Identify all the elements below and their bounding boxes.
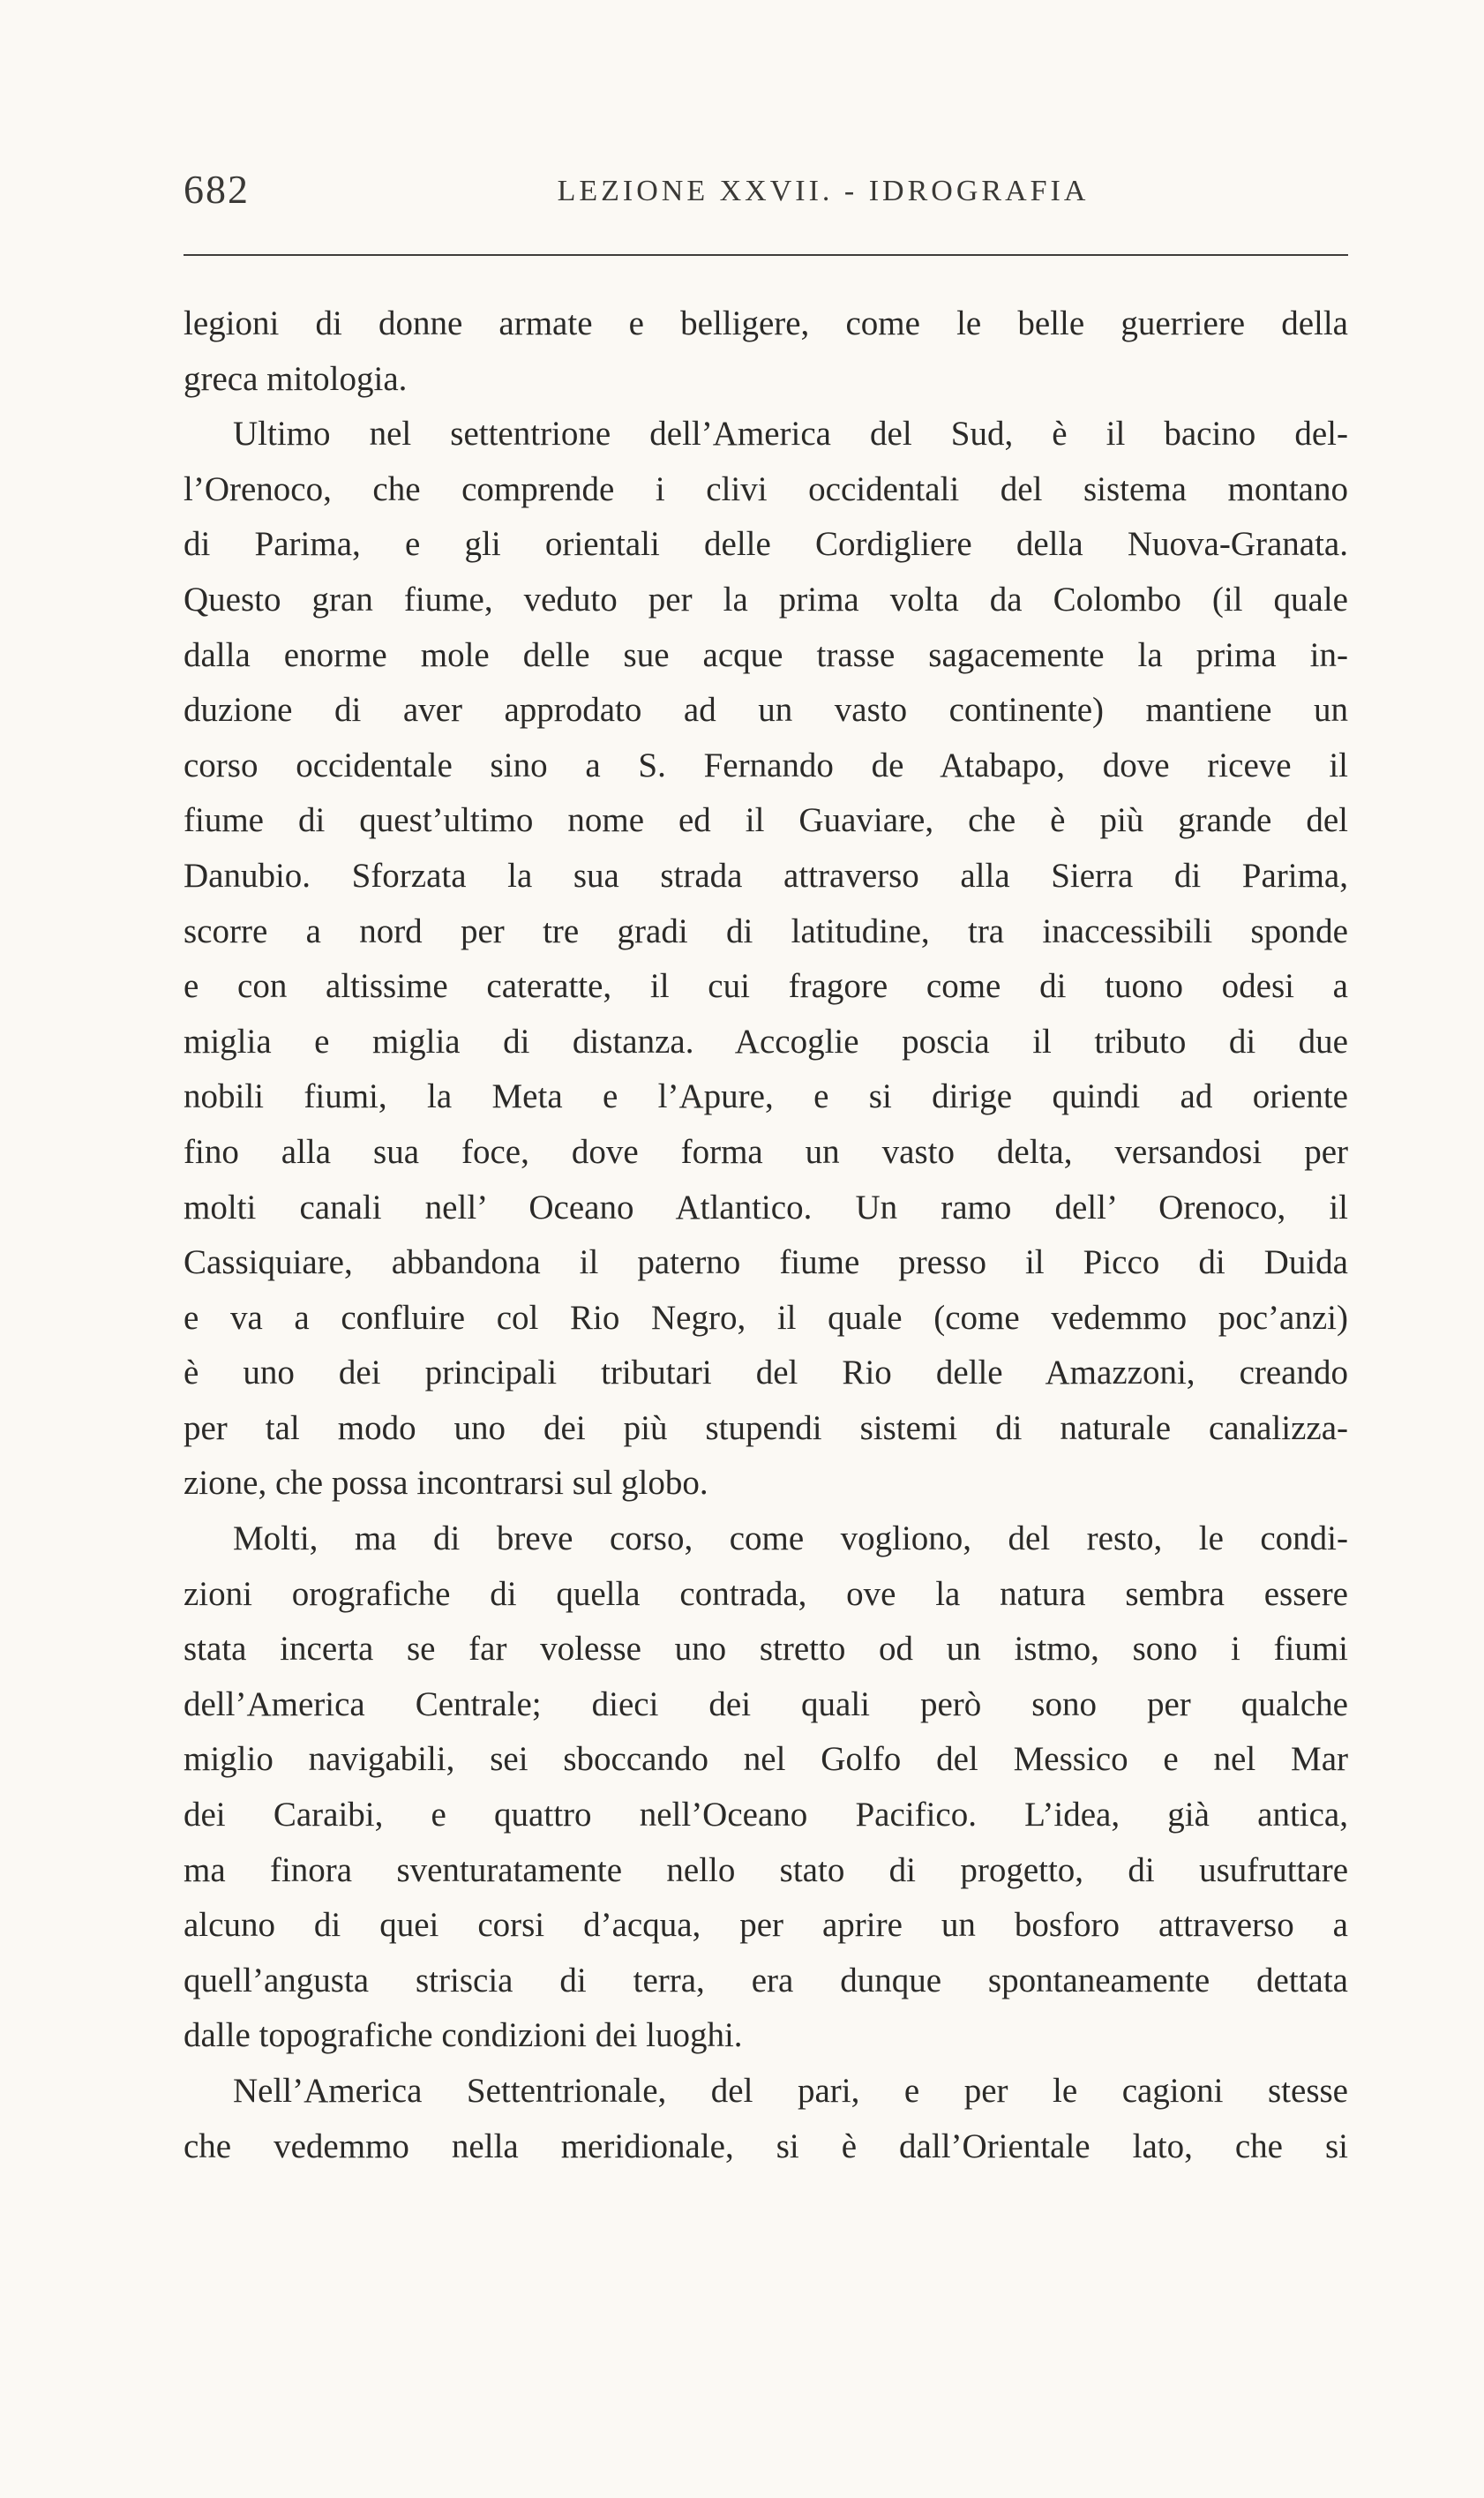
text-line: e con altissime cateratte, il cui fragore come di tuono odesi a [184,967,1348,1006]
text-line: duzione di aver approdato ad un vasto continente) mantiene un [184,691,1348,730]
text-line: scorre a nord per tre gradi di latitudine, tra inaccessibili sponde [184,911,1348,950]
text-line: l’Orenoco, che comprende i clivi occidentali del sistema montano [184,469,1348,508]
text-line: Cassiquiare, abbandona il paterno fiume presso il Picco di Duida [184,1243,1348,1282]
paragraph-3 [184,1512,1348,2064]
text-line: corso occidentale sino a S. Fernando de Atabapo, dove riceve il [184,746,1348,784]
text-line: fino alla sua foce, dove forma un vasto delta, versandosi per [184,1132,1348,1171]
text-line: e va a confluire col Rio Negro, il quale (come vedemmo poc’anzi) [184,1298,1348,1337]
text-line: ma finora sventuratamente nello stato di progetto, di usufruttare [184,1850,1348,1889]
text-line: legioni di donne armate e belligere, come le belle guerriere della [184,304,1348,342]
text-line: Danubio. Sforzata la sua strada attraverso alla Sierra di Parima, [184,856,1348,895]
text-line: dalle topografiche condizioni dei luoghi. [184,2016,743,2055]
text-line: fiume di quest’ultimo nome ed il Guaviare, che è più grande del [184,801,1348,840]
text-line: dei Caraibi, e quattro nell’Oceano Pacifico. L’idea, già antica, [184,1796,1348,1834]
text-line: dell’America Centrale; dieci dei quali però sono per qualche [184,1684,1348,1723]
body-text [184,296,1348,2174]
text-line: greca mitologia. [184,359,408,398]
text-line: molti canali nell’ Oceano Atlantico. Un ramo dell’ Orenoco, il [184,1188,1348,1226]
text-line: miglio navigabili, sei sboccando nel Golfo del Messico e nel Mar [184,1740,1348,1779]
page-header [184,166,1348,222]
paragraph-4 [184,2064,1348,2174]
text-line: dalla enorme mole delle sue acque trasse sagacemente la prima in- [184,635,1348,674]
text-line: Molti, ma di breve corso, come vogliono, del resto, le condi- [233,1519,1348,1558]
text-line: è uno dei principali tributari del Rio delle Amazzoni, creando [184,1354,1348,1392]
header-rule [184,254,1348,256]
text-line: zione, che possa incontrarsi sul globo. [184,1464,708,1503]
paragraph-1 [184,296,1348,407]
text-line: stata incerta se far volesse uno stretto od un istmo, sono i fiumi [184,1630,1348,1669]
page-number: 682 [184,167,250,212]
text-line: Nell’America Settentrionale, del pari, e per le cagioni stesse [233,2072,1348,2110]
text-line: Ultimo nel settentrione dell’America del Sud, è il bacino del- [233,415,1348,454]
text-line: nobili fiumi, la Meta e l’Apure, e si dirige quindi ad oriente [184,1077,1348,1116]
running-head: LEZIONE XXVII. - IDROGRAFIA [557,175,1090,207]
paragraph-2 [184,407,1348,1512]
text-line: miglia e miglia di distanza. Accoglie poscia il tributo di due [184,1022,1348,1061]
text-line: Questo gran fiume, veduto per la prima volta da Colombo (il quale [184,580,1348,619]
text-line: quell’angusta striscia di terra, era dunque spontaneamente dettata [184,1961,1348,1999]
text-line: alcuno di quei corsi d’acqua, per aprire un bosforo attraverso a [184,1906,1348,1945]
text-line: di Parima, e gli orientali delle Cordigliere della Nuova-Granata. [184,525,1348,564]
text-line: per tal modo uno dei più stupendi sistemi di naturale canalizza- [184,1408,1348,1447]
text-line: zioni orografiche di quella contrada, ove la natura sembra essere [184,1574,1348,1613]
text-line: che vedemmo nella meridionale, si è dall’Orientale lato, che si [184,2127,1348,2165]
